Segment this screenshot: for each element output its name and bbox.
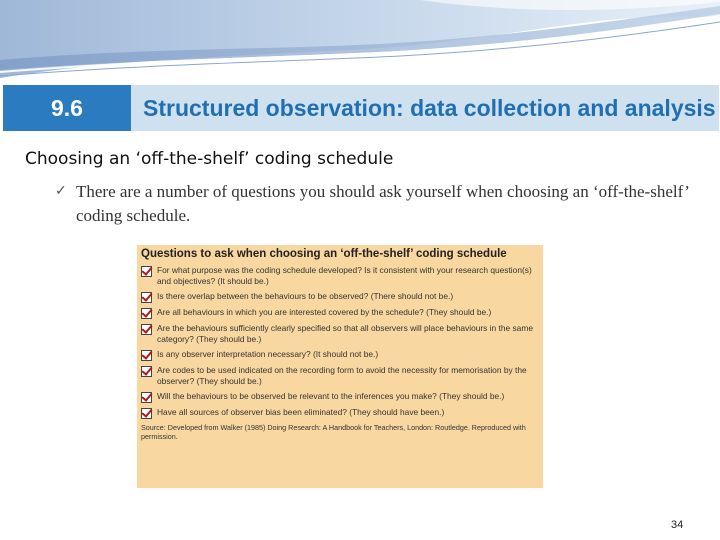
decorative-header-swoosh [0, 0, 720, 85]
checklist-item-text: Will the behaviours to be observed be relevant to the inferences you make? (They should be.) [157, 391, 505, 401]
checkbox-checked-icon [141, 392, 152, 403]
checklist-item-text: Is any observer interpretation necessary? (It should not be.) [157, 349, 379, 359]
checkbox-checked-icon [141, 292, 152, 303]
section-number: 9.6 [3, 85, 131, 131]
questions-box [137, 245, 543, 488]
bullet-point [55, 180, 705, 228]
checkbox-checked-icon [141, 308, 152, 319]
checklist-item-text: For what purpose was the coding schedule developed? Is it consistent with your research question(s) and objectives? (It should be.) [157, 265, 532, 286]
checklist-item-text: Is there overlap between the behaviours to be observed? (There should not be.) [157, 291, 454, 301]
section-banner [3, 85, 719, 131]
checkbox-checked-icon [141, 366, 152, 377]
checkbox-checked-icon [141, 324, 152, 335]
checklist-item-text: Are all behaviours in which you are interested covered by the schedule? (They should be.) [157, 307, 492, 317]
bullet-text: There are a number of questions you should ask yourself when choosing an ‘off-the-shelf’ coding schedule. [76, 182, 689, 225]
checklist-item [141, 291, 539, 303]
checklist-item [141, 307, 539, 319]
checklist-item-text: Have all sources of observer bias been eliminated? (They should have been.) [157, 407, 445, 417]
check-icon: ✓ [55, 184, 67, 199]
source-citation: Source: Developed from Walker (1985) Doing Research: A Handbook for Teachers, London: Routledge. Reproduced with permission. [141, 423, 526, 441]
checklist-item [141, 365, 539, 387]
checklist-item-text: Are codes to be used indicated on the recording form to avoid the necessity for memorisation by the observer? (They should be.) [157, 365, 527, 386]
checkbox-checked-icon [141, 408, 152, 419]
checklist-item [141, 407, 539, 419]
checklist-item-text: Are the behaviours sufficiently clearly specified so that all observers will place behaviours in the same category? (They should be.) [157, 323, 533, 344]
checkbox-checked-icon [141, 266, 152, 277]
checkbox-checked-icon [141, 350, 152, 361]
page-number: 34 [671, 519, 684, 531]
checklist-item [141, 391, 539, 403]
slide-subheading: Choosing an ‘off-the-shelf’ coding schedule [25, 149, 394, 169]
box-title: Questions to ask when choosing an ‘off-the-shelf’ coding schedule [141, 248, 507, 260]
checklist-item [141, 323, 539, 345]
checklist-item [141, 349, 539, 361]
checklist-item [141, 265, 539, 287]
section-title: Structured observation: data collection and analysis [143, 94, 716, 121]
